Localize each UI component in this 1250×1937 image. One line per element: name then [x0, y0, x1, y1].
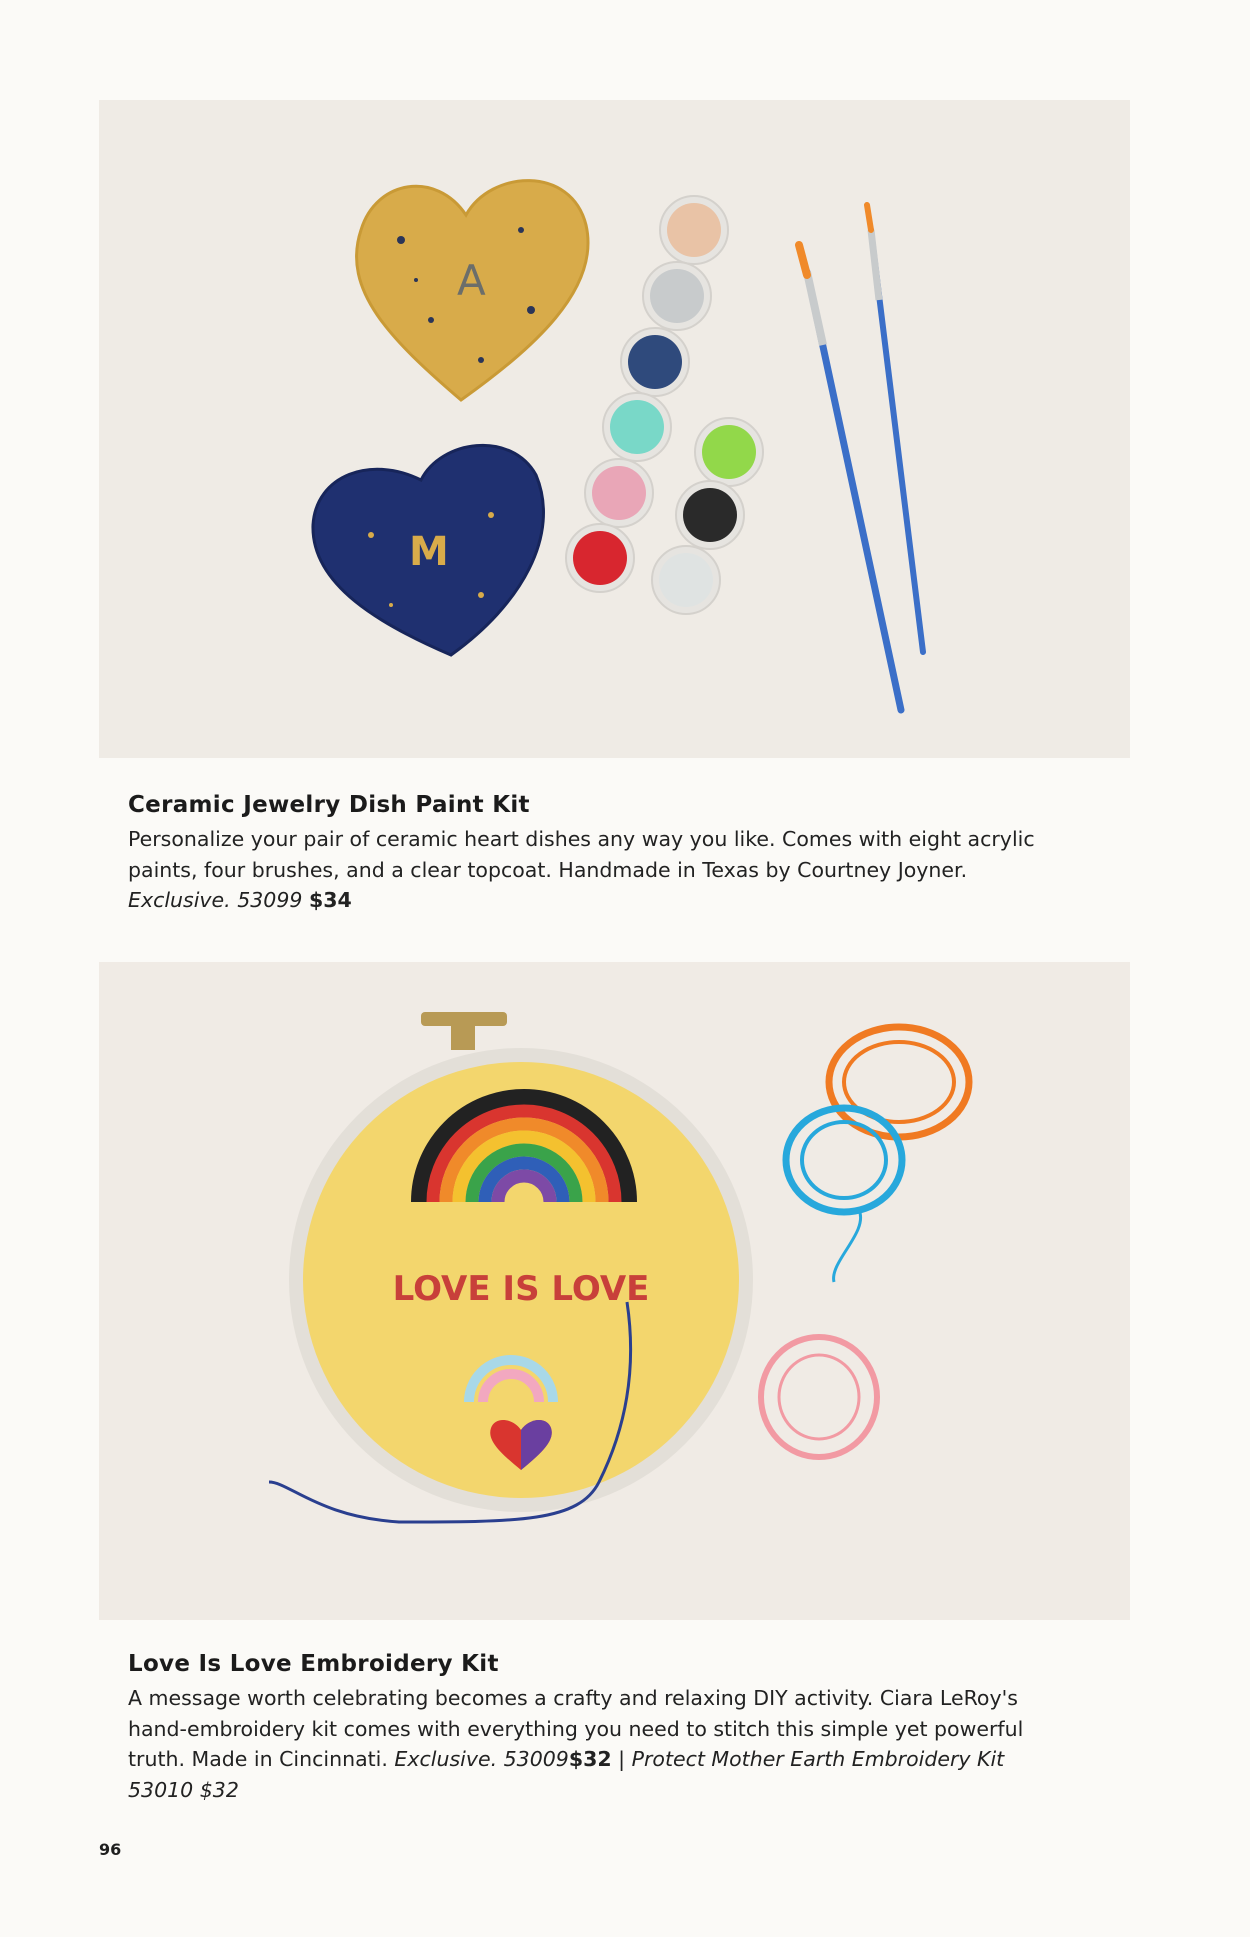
- paint-color: [610, 400, 664, 454]
- paint-color: [659, 553, 713, 607]
- product-price: $32: [568, 1747, 612, 1771]
- exclusive-sku: Exclusive. 53099: [128, 888, 303, 912]
- alt-product-name: Protect Mother Earth Embroidery Kit: [631, 1747, 1005, 1771]
- paint-color: [592, 466, 646, 520]
- exclusive-sku: Exclusive. 53009: [394, 1747, 569, 1771]
- description-line: Personalize your pair of ceramic heart dishes any way you like. Comes with eight acrylic: [128, 827, 1035, 851]
- product-description: [128, 1683, 1128, 1805]
- dish-letter-m: M: [409, 529, 449, 575]
- paint-color: [683, 488, 737, 542]
- paint-color: [628, 335, 682, 389]
- product-embroidery-kit: [128, 1651, 1128, 1805]
- description-line: hand-embroidery kit comes with everything you need to stitch this simple yet powerful: [128, 1716, 1024, 1741]
- description-line: truth. Made in Cincinnati.: [128, 1747, 388, 1771]
- page-number: 96: [99, 1840, 122, 1859]
- dish-letter-a: A: [457, 256, 486, 305]
- separator: |: [618, 1747, 626, 1771]
- product-title: Ceramic Jewelry Dish Paint Kit: [128, 792, 530, 818]
- product-price: $34: [308, 888, 352, 912]
- product-title: Love Is Love Embroidery Kit: [128, 1651, 499, 1677]
- product-ceramic-dish-kit: [128, 792, 1128, 916]
- paint-color: [650, 269, 704, 323]
- paint-color: [702, 425, 756, 479]
- description-line: paints, four brushes, and a clear topcoat. Handmade in Texas by Courtney Joyner.: [128, 857, 968, 882]
- ceramic-dish-kit-photo: [99, 100, 1130, 758]
- embroidery-text: LOVE IS LOVE: [392, 1269, 650, 1309]
- alt-product-sku-price: 53010 $32: [128, 1777, 239, 1802]
- embroidery-kit-photo: [99, 962, 1130, 1620]
- product-description: [128, 824, 1128, 916]
- description-line: A message worth celebrating becomes a crafty and relaxing DIY activity. Ciara LeRoy's: [128, 1686, 1018, 1710]
- paint-color: [573, 531, 627, 585]
- paint-color: [667, 203, 721, 257]
